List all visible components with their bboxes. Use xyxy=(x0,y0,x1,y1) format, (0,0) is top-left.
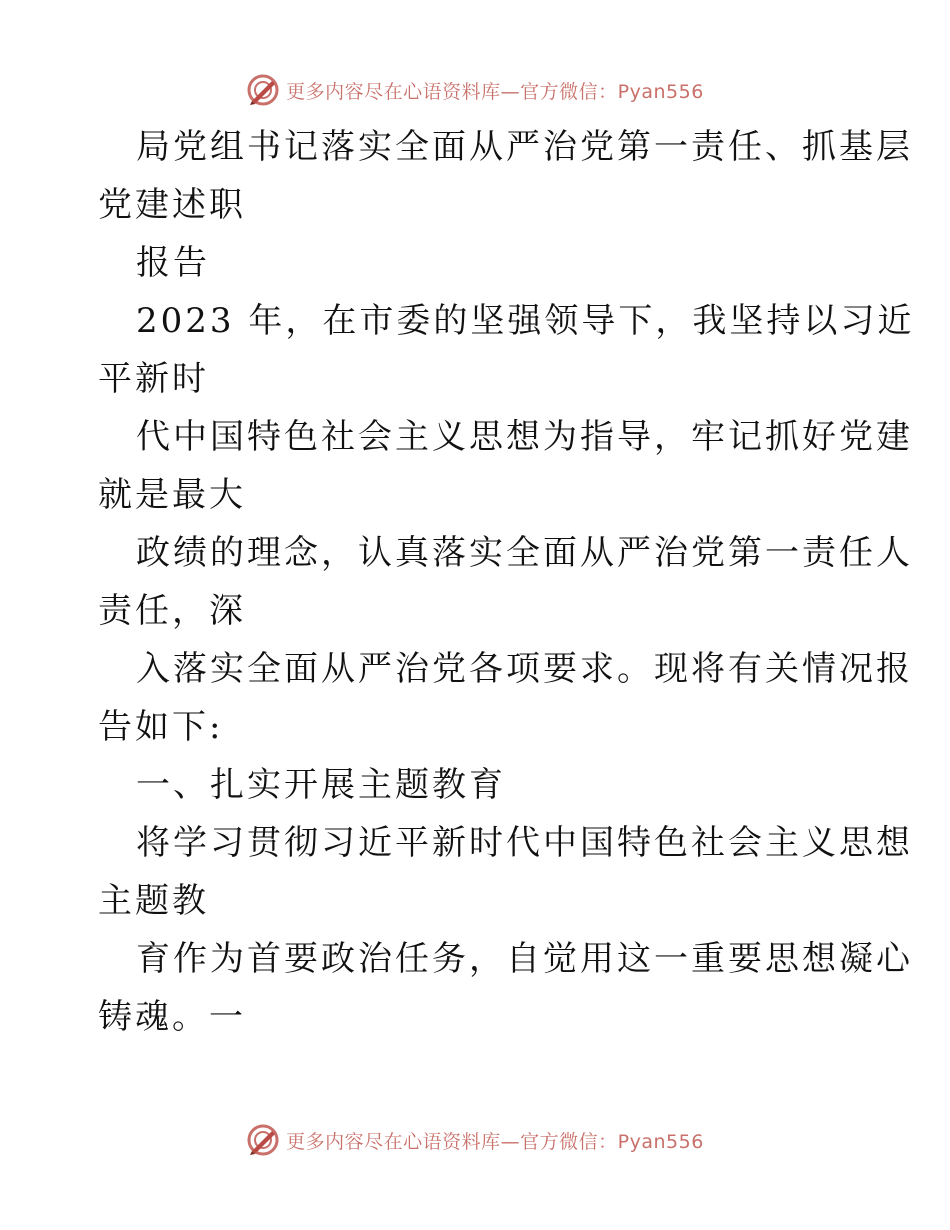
paragraph-line: 将学习贯彻习近平新时代中国特色社会主义思想 xyxy=(136,823,913,863)
paragraph-line: 告如下: xyxy=(98,707,224,747)
paragraph-line: 就是最大 xyxy=(98,475,246,515)
paragraph-line: 铸魂。一 xyxy=(98,997,246,1037)
paragraph-line: 主题教 xyxy=(98,881,209,921)
header-promo-text: 更多内容尽在心语资料库—官方微信：Pyan556 xyxy=(286,80,704,103)
paragraph-line: 平新时 xyxy=(98,359,209,399)
paragraph-line: 育作为首要政治任务，自觉用这一重要思想凝心 xyxy=(136,939,913,979)
paragraph-line: 政绩的理念，认真落实全面从严治党第一责任人 xyxy=(136,533,913,573)
paragraph-line: 代中国特色社会主义思想为指导，牢记抓好党建 xyxy=(136,417,913,457)
red-pen-seal-icon xyxy=(246,73,280,107)
title-line-1: 局党组书记落实全面从严治党第一责任、抓基层 xyxy=(136,127,913,167)
red-pen-seal-icon xyxy=(246,1123,280,1157)
title-line-3: 报告 xyxy=(136,243,210,283)
footer-banner xyxy=(0,1120,950,1160)
paragraph-line: 入落实全面从严治党各项要求。现将有关情况报 xyxy=(136,649,913,689)
header-banner xyxy=(0,70,950,110)
footer-promo-text: 更多内容尽在心语资料库—官方微信：Pyan556 xyxy=(286,1130,704,1153)
document-body xyxy=(98,118,915,1046)
paragraph-line: 责任，深 xyxy=(98,591,246,631)
title-line-2: 党建述职 xyxy=(98,185,246,225)
paragraph-line: 2023 年，在市委的坚强领导下，我坚持以习近 xyxy=(136,301,915,341)
section-heading: 一、扎实开展主题教育 xyxy=(136,765,506,805)
